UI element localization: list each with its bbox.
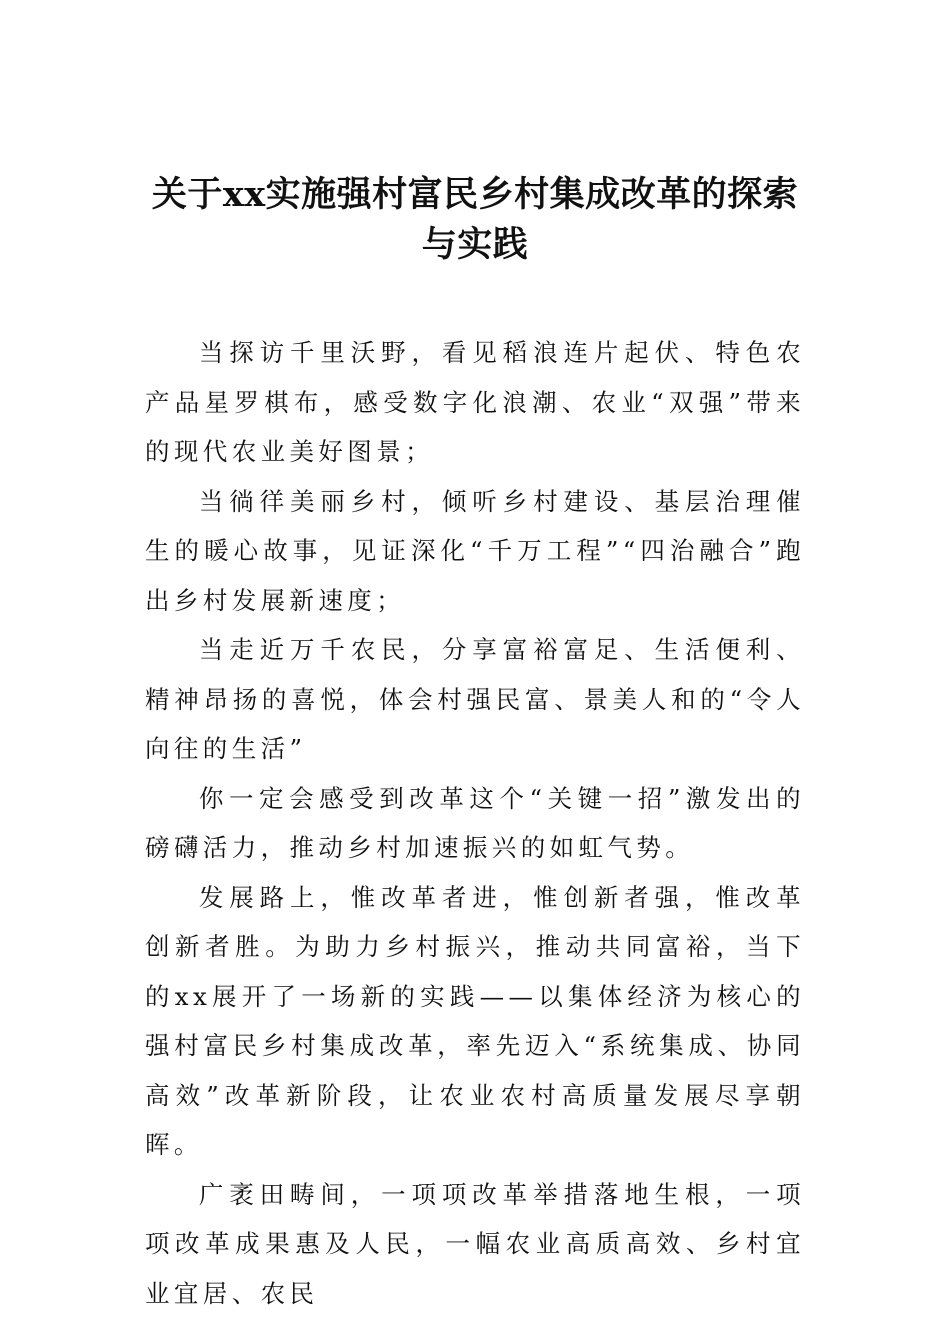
paragraph: 当走近万千农民，分享富裕富足、生活便利、精神昂扬的喜悦，体会村强民富、景美人和的“令人向往的生活” xyxy=(145,635,805,763)
paragraph: 你一定会感受到改革这个“关键一招”激发出的磅礴活力，推动乡村加速振兴的如虹气势。 xyxy=(145,783,805,862)
document-title: 关于xx实施强村富民乡村集成改革的探索与实践 xyxy=(151,174,799,265)
paragraph: 发展路上，惟改革者进，惟创新者强，惟改革创新者胜。为助力乡村振兴，推动共同富裕，当下的xx展开了一场新的实践——以集体经济为核心的强村富民乡村集成改革，率先迈入“系统集成、协同高效”改革新阶段，让农业农村高质量发展尽享朝晖。 xyxy=(145,882,805,1159)
paragraph: 广袤田畴间，一项项改革举措落地生根，一项项改革成果惠及人民，一幅农业高质高效、乡村宜业宜居、农民 xyxy=(145,1179,805,1308)
paragraph: 当徜徉美丽乡村，倾听乡村建设、基层治理催生的暖心故事，见证深化“千万工程”“四治融合”跑出乡村发展新速度； xyxy=(145,486,805,615)
paragraph: 当探访千里沃野，看见稻浪连片起伏、特色农产品星罗棋布，感受数字化浪潮、农业“双强”带来的现代农业美好图景； xyxy=(145,338,805,466)
document-body xyxy=(145,328,805,1318)
